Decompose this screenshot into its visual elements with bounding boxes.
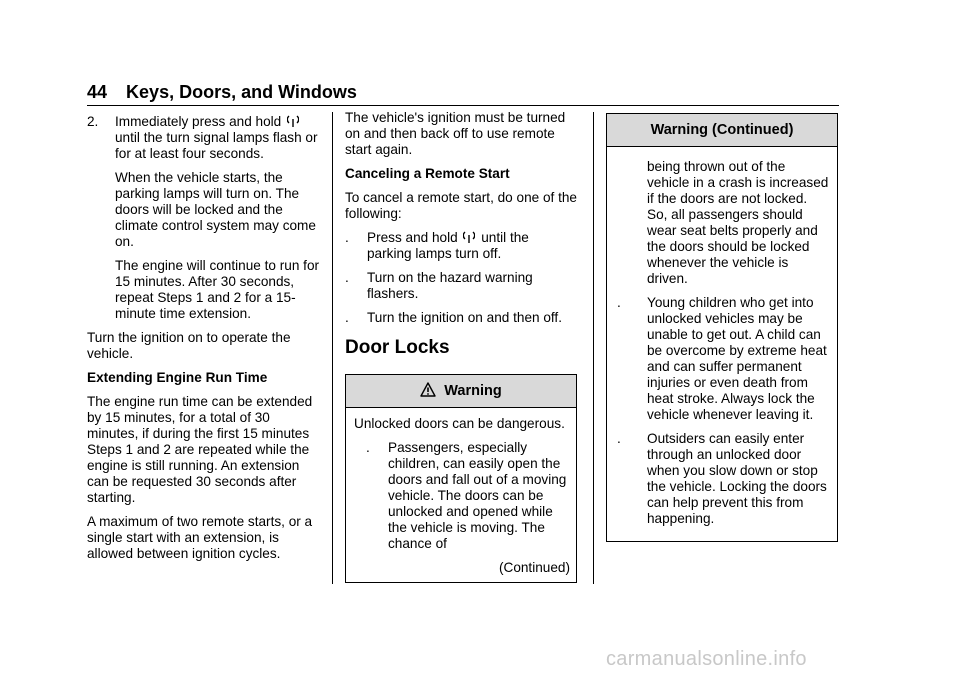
step-2 <box>87 114 323 170</box>
column-left <box>87 114 323 570</box>
warning-header: Warning (Continued) <box>607 114 837 147</box>
step-2-detail: When the vehicle starts, the parking lamps will turn on. The doors will be locked and the climate control system may come on. <box>115 170 316 249</box>
page-number: 44 <box>87 82 108 102</box>
column-middle <box>345 110 577 583</box>
bullet-text-a: Press and hold <box>367 230 458 245</box>
ignition-cycle-paragraph: The vehicle's ignition must be turned on and then back off to use remote start again. <box>345 110 566 157</box>
continued-label: (Continued) <box>498 560 570 575</box>
maximum-paragraph: A maximum of two remote starts, or a single start with an extension, is allowed between ignition cycles. <box>87 514 313 561</box>
list-item <box>366 440 570 552</box>
bullet-marker: . <box>345 230 349 245</box>
list-item <box>345 310 577 326</box>
section-title: Door Locks <box>345 337 450 358</box>
header-divider <box>87 105 839 106</box>
warning-title: Warning <box>444 383 502 399</box>
bullet-text: Young children who get into unlocked vehicles may be unable to get out. A child can be overcome by extreme heat and can suffer permanent injuries or even death from heat stroke. Always lock the vehicle whenever leaving it. <box>647 295 827 422</box>
column-divider-left <box>332 112 333 584</box>
remote-start-icon <box>287 114 299 128</box>
cancel-intro: To cancel a remote start, do one of the following: <box>345 190 577 221</box>
warning-box-continued <box>606 113 838 542</box>
watermark: carmanualsonline.info <box>606 648 807 670</box>
ignition-paragraph: Turn the ignition on to operate the vehicle. <box>87 330 291 361</box>
bullet-marker: . <box>345 310 349 325</box>
step-2-text-a: Immediately press and hold <box>115 114 282 129</box>
warning-body <box>607 147 837 541</box>
bullet-text: Turn on the hazard warning flashers. <box>367 270 533 301</box>
bullet-marker: . <box>345 270 349 285</box>
step-2-text-b: until the turn signal lamps flash or for at least four seconds. <box>115 130 318 161</box>
subheading-extending: Extending Engine Run Time <box>87 370 268 385</box>
list-item <box>345 270 577 302</box>
step-2-extension: The engine will continue to run for 15 minutes. After 30 seconds, repeat Steps 1 and 2 for a 15-minute time extension. <box>115 258 320 321</box>
warning-intro: Unlocked doors can be dangerous. <box>354 416 565 431</box>
step-2-text <box>115 114 323 162</box>
column-divider-right <box>593 112 594 584</box>
warning-lead: being thrown out of the vehicle in a crash is increased if the doors are not locked. So, all passengers should wear seat belts properly and the doors should be locked whenever the vehicle is driven. <box>647 159 829 286</box>
bullet-text: Outsiders can easily enter through an unlocked door when you slow down or stop the vehicle. Locking the doors can help prevent this from happening. <box>647 431 827 526</box>
list-item <box>617 431 831 527</box>
warning-body <box>346 408 576 582</box>
step-number: 2. <box>87 114 99 129</box>
remote-start-icon <box>463 230 475 244</box>
list-item <box>617 295 831 423</box>
warning-header <box>346 375 576 408</box>
chapter-title: Keys, Doors, and Windows <box>126 82 357 102</box>
subheading-canceling: Canceling a Remote Start <box>345 166 510 181</box>
column-right <box>606 113 838 542</box>
bullet-text: Passengers, especially children, can easily open the doors and fall out of a moving vehicle. The doors can be unlocked and opened while the vehicle is moving. The chance of <box>388 440 567 551</box>
warning-box <box>345 374 577 583</box>
bullet-marker: . <box>366 440 370 455</box>
extend-paragraph: The engine run time can be extended by 15 minutes, for a total of 30 minutes, if during the first 15 minutes Steps 1 and 2 are repeated while the engine is still running. An extension can be requested 30 seconds after starting. <box>87 394 313 505</box>
list-item <box>345 230 577 262</box>
bullet-text-b: until the parking lamps turn off. <box>367 230 529 261</box>
bullet-marker: . <box>617 295 621 310</box>
bullet-text: Turn the ignition on and then off. <box>367 310 562 325</box>
warning-triangle-icon <box>420 382 436 397</box>
bullet-marker: . <box>617 431 621 446</box>
bullet-text <box>367 230 577 262</box>
page-header <box>87 82 839 103</box>
